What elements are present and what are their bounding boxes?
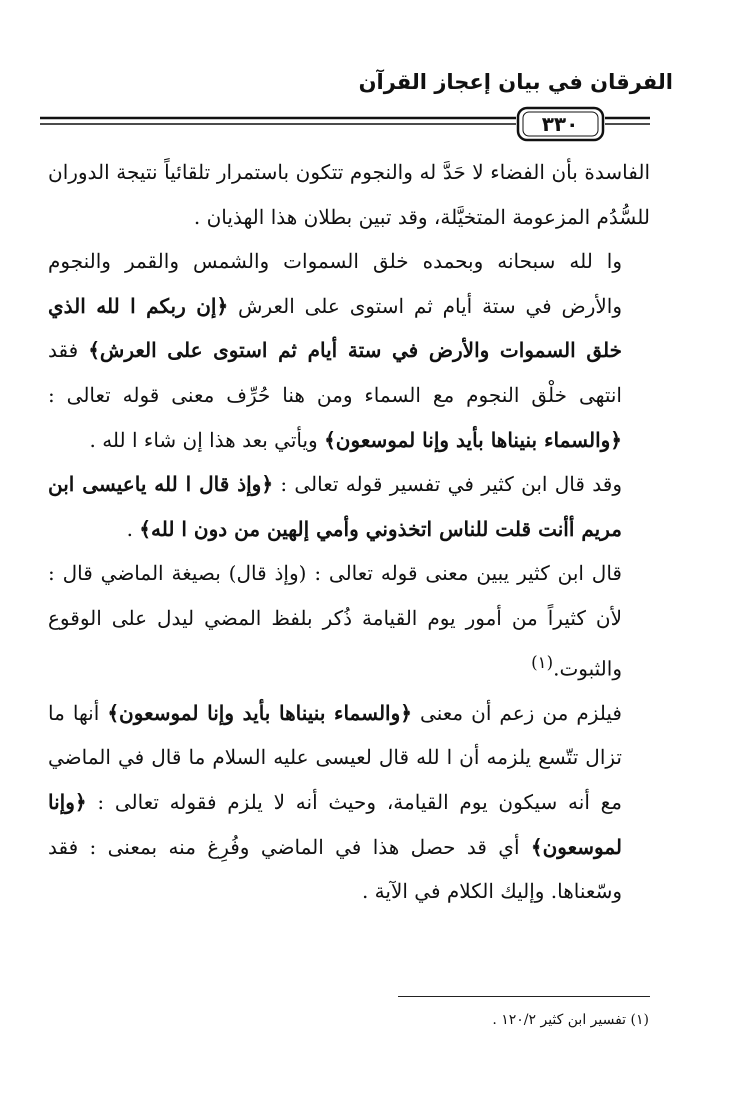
paragraph [48, 239, 650, 462]
text-run: فيلزم من زعم أن معنى [412, 700, 622, 725]
quran-verse: ﴿إن ربكم ا لله الذي خلق السموات والأرض في ستة أيام ثم استوى على العرش﴾ [48, 293, 622, 363]
page-number: ٣٣٠ [541, 112, 579, 136]
paragraph [48, 551, 650, 690]
quran-verse: ﴿وإذ قال ا لله ياعيسى ابن مريم أأنت قلت للناس اتخذوني وأمي إلهين من دون ا لله﴾ [48, 472, 622, 541]
body-text [48, 150, 650, 914]
quran-verse: ﴿وإنا لموسعون﴾ [48, 789, 622, 859]
text-run: وقد قال ابن كثير في تفسير قوله تعالى : [273, 472, 622, 497]
paragraph [48, 462, 650, 551]
footnote-separator [398, 996, 650, 997]
quran-verse: ﴿والسماء بنيناها بأيد وإنا لموسعون﴾ [324, 427, 622, 452]
paragraph [48, 150, 650, 239]
quran-verse: ﴿والسماء بنيناها بأيد وإنا لموسعون﴾ [107, 700, 412, 725]
text-run: وا لله سبحانه وبحمده خلق السموات والشمس والقمر والنجوم والأرض في ستة أيام ثم استوى على العرش [48, 249, 622, 318]
text-run: فقد انتهى خلْق النجوم مع السماء ومن هنا حُرِّف معنى قوله تعالى : [48, 338, 622, 407]
text-run: أنها ما تزال تتّسع يلزمه أن ا لله قال لعيسى عليه السلام ما قال في الماضي مع أنه سيكون يوم القيامة، وحيث أنه لا يلزم فقوله تعالى : [48, 700, 622, 814]
paragraph [48, 691, 650, 914]
footnote-marker: (١) [531, 652, 554, 672]
text-run: . [126, 516, 140, 541]
text-run: قال ابن كثير يبين معنى قوله تعالى : (وإذ قال) بصيغة الماضي قال : لأن كثيراً من أمور يوم القيامة ذُكر بلفظ المضي ليدل على الوقوع والثبوت. [48, 561, 622, 681]
footnote: (١) تفسير ابن كثير ١٢٠/٢ . [492, 1012, 649, 1028]
text-run: ويأتي بعد هذا إن شاء ا لله . [89, 427, 325, 452]
text-run: أي قد حصل هذا في الماضي وفُرِغ منه بمعنى : فقد وسّعناها. وإليك الكلام في الآية . [48, 834, 622, 904]
text-run: الفاسدة بأن الفضاء لا حَدَّ له والنجوم تتكون باستمرار تلقائياً نتيجة الدوران للسُّدُم المزعومة المتخيَّلة، وقد تبين بطلان هذا الهذيان . [48, 160, 650, 229]
running-header-title: الفرقان في بيان إعجاز القرآن [358, 70, 673, 94]
